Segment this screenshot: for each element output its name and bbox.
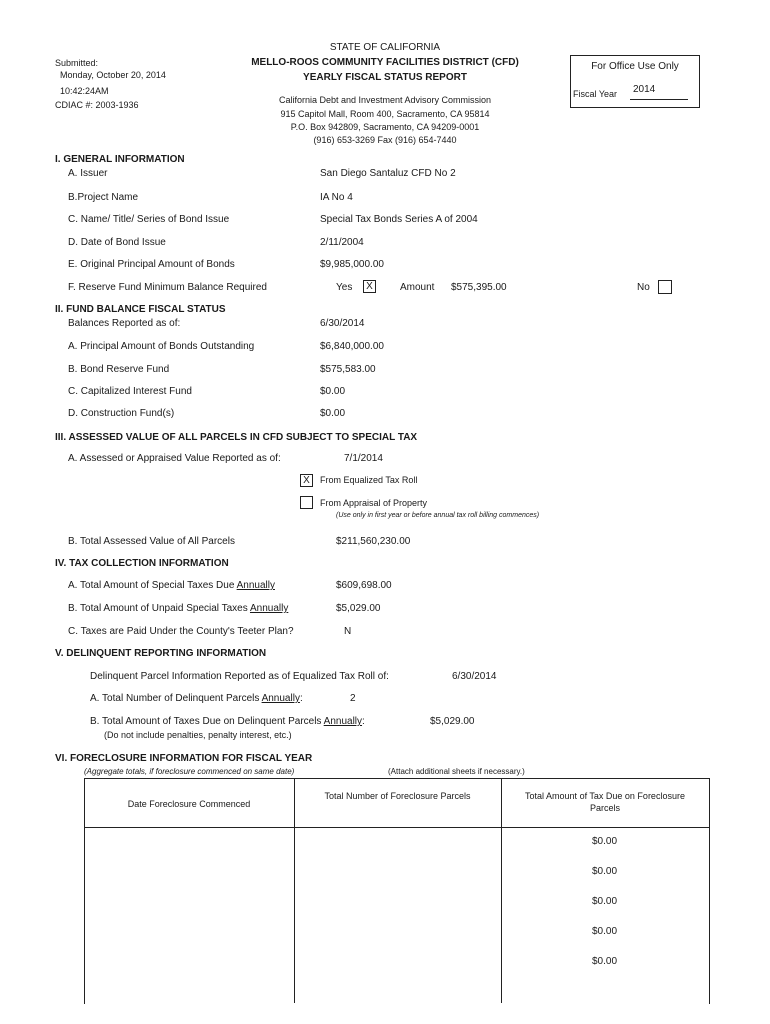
principal-amount-label: E. Original Principal Amount of Bonds: [68, 259, 235, 270]
bond-issue-name-value: Special Tax Bonds Series A of 2004: [320, 214, 478, 225]
balances-as-of-label: Balances Reported as of:: [68, 318, 181, 329]
appraisal-label: From Appraisal of Property: [320, 498, 428, 508]
commission-po-box: P.O. Box 942809, Sacramento, CA 94209-0001: [290, 122, 480, 132]
section-general-title: I. GENERAL INFORMATION: [55, 154, 185, 165]
delinquent-as-of-date: 6/30/2014: [452, 671, 497, 682]
foreclosure-table-divider: [501, 778, 502, 1003]
teeter-plan-label: C. Taxes are Paid Under the County's Teeter Plan?: [68, 626, 294, 637]
bond-reserve-label: B. Bond Reserve Fund: [68, 364, 170, 375]
unpaid-taxes-label-text: B. Total Amount of Unpaid Special Taxes: [68, 603, 250, 614]
bond-date-label: D. Date of Bond Issue: [68, 237, 166, 248]
section-assessed-value-title: III. ASSESSED VALUE OF ALL PARCELS IN CFD SUBJECT TO SPECIAL TAX: [55, 432, 418, 443]
commission-name: California Debt and Investment Advisory Commission: [278, 95, 492, 105]
col-header-total-parcels: Total Number of Foreclosure Parcels: [324, 791, 471, 801]
col-header-tax-due: Total Amount of Tax Due on Foreclosure Parcels: [525, 791, 685, 813]
delinquent-amount-value: $5,029.00: [430, 716, 475, 727]
foreclosure-amount: $0.00: [592, 896, 618, 907]
equalized-roll-checkbox: X: [300, 474, 313, 487]
submitted-date: Monday, October 20, 2014: [60, 70, 166, 80]
reserve-no-checkbox: [658, 280, 672, 294]
equalized-roll-label: From Equalized Tax Roll: [320, 475, 418, 485]
foreclosure-table-divider: [294, 778, 295, 1003]
taxes-due-label-annually: Annually: [236, 580, 275, 591]
unpaid-taxes-label: [68, 603, 288, 614]
foreclosure-amount: $0.00: [592, 926, 618, 937]
foreclosure-amount: $0.00: [592, 866, 618, 877]
delinquent-as-of-label: Delinquent Parcel Information Reported as of Equalized Tax Roll of:: [90, 671, 389, 682]
assessed-as-of-date: 7/1/2014: [344, 453, 383, 464]
appraisal-note: (Use only in first year or before annual tax roll billing commences): [336, 512, 540, 519]
balances-as-of-value: 6/30/2014: [320, 318, 365, 329]
delinquent-amount-label-text: B. Total Amount of Taxes Due on Delinquent Parcels: [90, 716, 324, 727]
district-title: MELLO-ROOS COMMUNITY FACILITIES DISTRICT (CFD): [251, 57, 519, 68]
construction-fund-label: D. Construction Fund(s): [68, 408, 175, 419]
total-assessed-label: B. Total Assessed Value of All Parcels: [68, 536, 235, 547]
delinquent-amount-label: [90, 716, 365, 727]
appraisal-checkbox: [300, 496, 313, 509]
teeter-plan-value: N: [344, 626, 352, 637]
bond-date-value: 2/11/2004: [320, 237, 364, 248]
taxes-due-value: $609,698.00: [336, 580, 392, 591]
capitalized-interest-value: $0.00: [320, 386, 346, 397]
submitted-time: 10:42:24AM: [60, 86, 109, 96]
principal-amount-value: $9,985,000.00: [320, 259, 384, 270]
commission-address: 915 Capitol Mall, Room 400, Sacramento, CA 95814: [280, 109, 490, 119]
unpaid-taxes-value: $5,029.00: [336, 603, 381, 614]
issuer-value: San Diego Santaluz CFD No 2: [320, 168, 456, 179]
bond-reserve-value: $575,583.00: [320, 364, 376, 375]
delinquent-count-label-annually: Annually: [261, 693, 300, 704]
foreclosure-note-attach: (Attach additional sheets if necessary.): [388, 767, 525, 776]
section-tax-collection-title: IV. TAX COLLECTION INFORMATION: [55, 558, 229, 569]
project-name-value: IA No 4: [320, 192, 353, 203]
reserve-yes-checkbox: X: [363, 280, 376, 293]
section-fund-balance-title: II. FUND BALANCE FISCAL STATUS: [55, 304, 226, 315]
total-assessed-value: $211,560,230.00: [336, 536, 411, 547]
taxes-due-label-text: A. Total Amount of Special Taxes Due: [68, 580, 237, 591]
section-foreclosure-title: VI. FORECLOSURE INFORMATION FOR FISCAL YEAR: [55, 753, 313, 764]
construction-fund-value: $0.00: [320, 408, 346, 419]
report-title: YEARLY FISCAL STATUS REPORT: [303, 72, 467, 83]
delinquent-note: (Do not include penalties, penalty interest, etc.): [104, 730, 292, 740]
delinquent-amount-label-annually: Annually: [323, 716, 363, 727]
delinquent-amount-label-colon: :: [362, 716, 365, 727]
delinquent-count-label: [90, 693, 303, 704]
reserve-no-label: No: [637, 282, 650, 293]
delinquent-count-label-colon: :: [299, 693, 303, 704]
reserve-amount-value: $575,395.00: [451, 282, 507, 293]
delinquent-count-value: 2: [350, 693, 356, 704]
foreclosure-note-aggregate: (Aggregate totals, if foreclosure commenced on same date): [84, 767, 295, 776]
office-use-title: For Office Use Only: [591, 61, 679, 72]
section-delinquent-title: V. DELINQUENT REPORTING INFORMATION: [55, 648, 267, 659]
project-name-label: B.Project Name: [68, 192, 139, 203]
unpaid-taxes-label-annually: Annually: [249, 603, 289, 614]
foreclosure-amount: $0.00: [592, 956, 618, 967]
reserve-amount-label: Amount: [400, 282, 435, 293]
delinquent-count-label-text: A. Total Number of Delinquent Parcels: [90, 693, 262, 704]
bonds-outstanding-value: $6,840,000.00: [320, 341, 384, 352]
state-title: STATE OF CALIFORNIA: [329, 42, 441, 53]
bond-issue-name-label: C. Name/ Title/ Series of Bond Issue: [68, 214, 230, 225]
cdiac-number: CDIAC #: 2003-1936: [55, 100, 139, 110]
fiscal-year-label: Fiscal Year: [573, 89, 618, 99]
fiscal-year-underline: [630, 99, 688, 100]
bonds-outstanding-label: A. Principal Amount of Bonds Outstanding: [68, 341, 255, 352]
assessed-as-of-label: A. Assessed or Appraised Value Reported as of:: [68, 453, 281, 464]
fiscal-year-value: 2014: [633, 84, 656, 95]
reserve-fund-label: F. Reserve Fund Minimum Balance Required: [68, 282, 267, 293]
reserve-yes-label: Yes: [336, 282, 353, 293]
capitalized-interest-label: C. Capitalized Interest Fund: [68, 386, 192, 397]
commission-phone: (916) 653-3269 Fax (916) 654-7440: [313, 135, 457, 145]
foreclosure-table-header-rule: [84, 827, 709, 828]
submitted-label: Submitted:: [55, 58, 99, 68]
col-header-date-commenced: Date Foreclosure Commenced: [127, 799, 251, 809]
taxes-due-label: [68, 580, 275, 591]
issuer-label: A. Issuer: [68, 168, 108, 179]
foreclosure-amount: $0.00: [592, 836, 618, 847]
